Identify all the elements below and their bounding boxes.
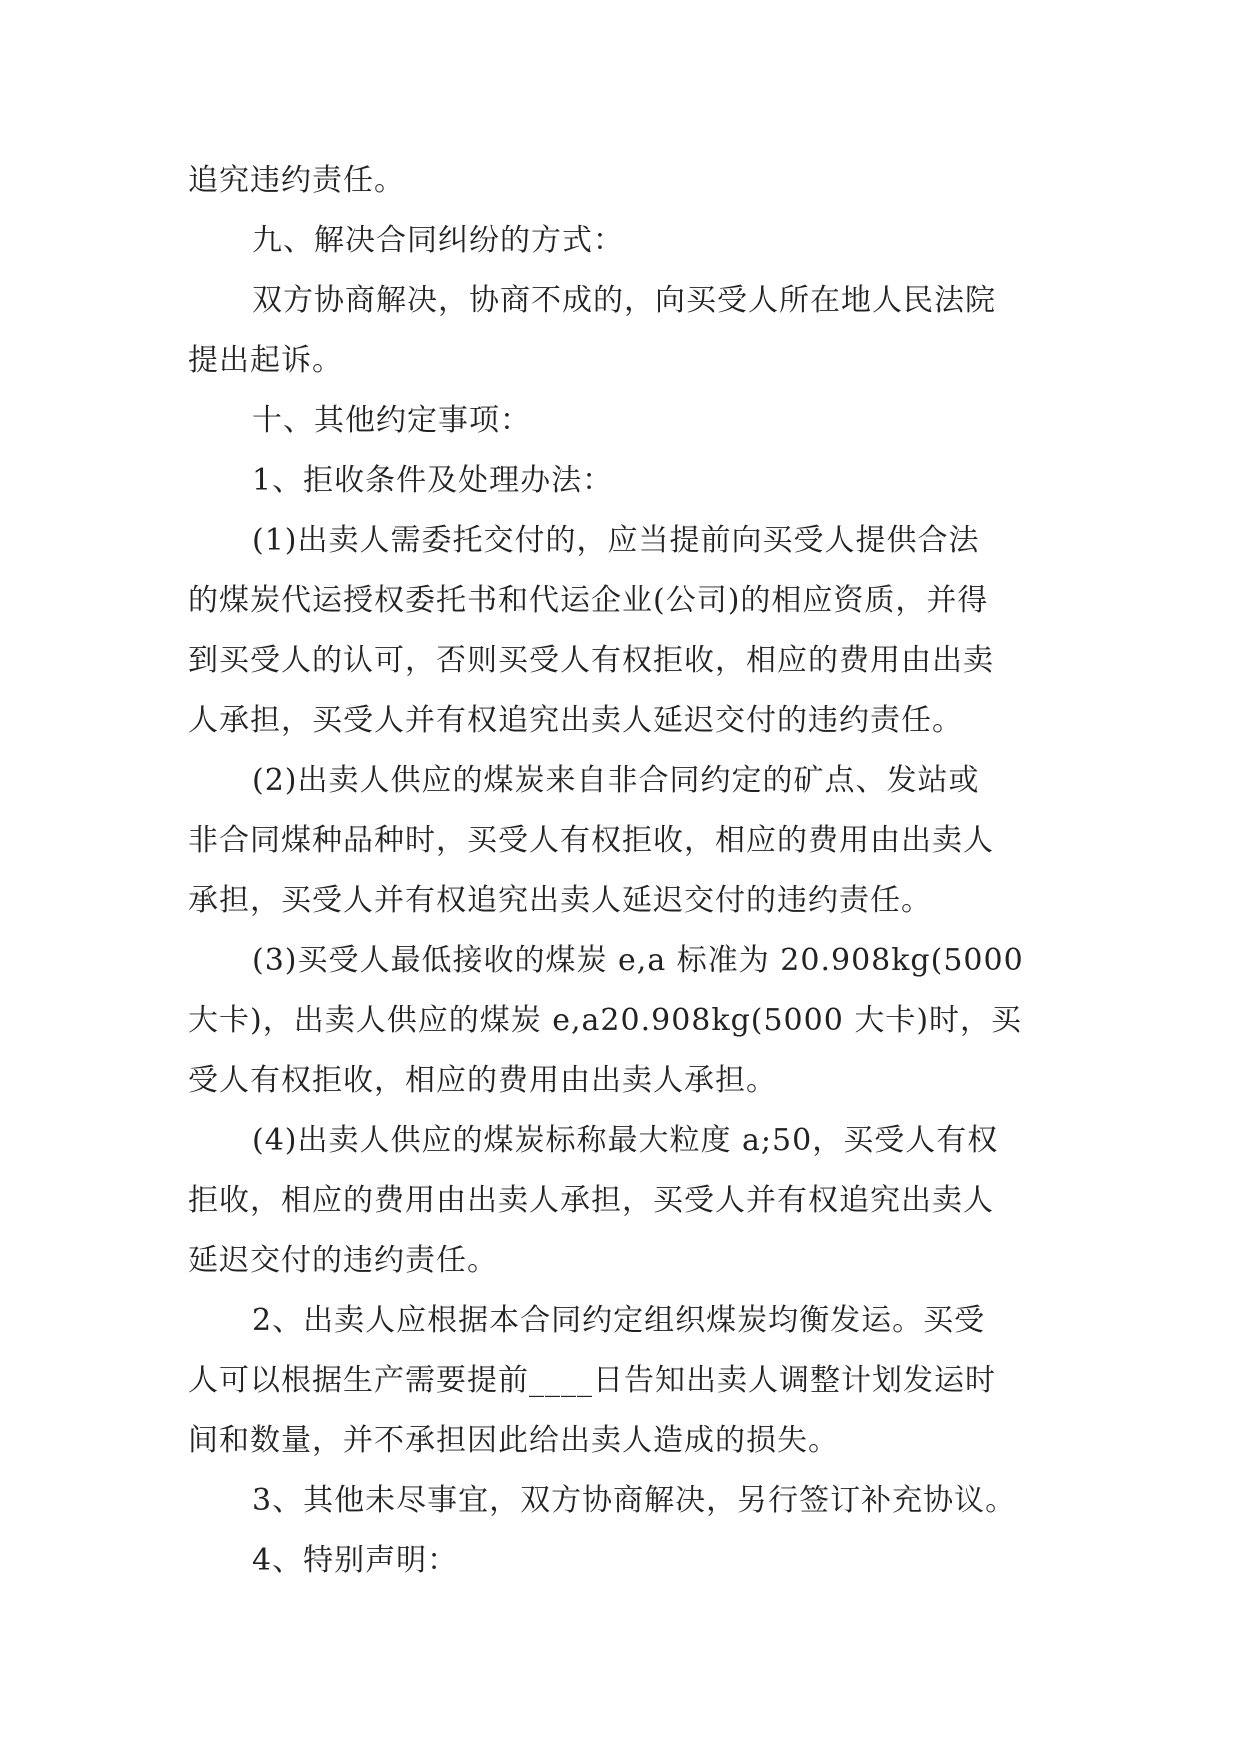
text-line: 九、解决合同纠纷的方式： bbox=[252, 223, 624, 258]
paragraph bbox=[188, 151, 1060, 211]
section-heading-other-terms bbox=[188, 391, 1060, 451]
text-line: 双方协商解决，协商不成的，向买受人所在地人民法院 bbox=[252, 283, 996, 318]
clause-item-4 bbox=[188, 1111, 1060, 1291]
text-line: (3)买受人最低接收的煤炭 e,a 标准为 20.908kg(5000 bbox=[252, 943, 1024, 978]
text-line: (1)出卖人需委托交付的，应当提前向买受人提供合法 bbox=[252, 523, 980, 558]
text-line: 2、出卖人应根据本合同约定组织煤炭均衡发运。买受 bbox=[252, 1303, 986, 1338]
text-line: 十、其他约定事项： bbox=[252, 403, 531, 438]
text-line: 追究违约责任。 bbox=[188, 163, 405, 198]
clause-item-3 bbox=[188, 931, 1060, 1111]
subsection-other-matters bbox=[188, 1471, 1060, 1531]
text-line: 拒收，相应的费用由出卖人承担，买受人并有权追究出卖人 bbox=[188, 1183, 994, 1218]
text-line: 的煤炭代运授权委托书和代运企业(公司)的相应资质，并得 bbox=[188, 583, 989, 618]
paragraph bbox=[188, 271, 1060, 391]
text-line: 大卡)，出卖人供应的煤炭 e,a20.908kg(5000 大卡)时，买 bbox=[188, 1003, 1023, 1038]
text-line: 受人有权拒收，相应的费用由出卖人承担。 bbox=[188, 1063, 777, 1098]
subsection-special-statement bbox=[188, 1531, 1060, 1591]
text-line: 人承担，买受人并有权追究出卖人延迟交付的违约责任。 bbox=[188, 703, 963, 738]
document-body bbox=[188, 151, 1060, 1591]
subsection-heading-rejection bbox=[188, 451, 1060, 511]
text-line: (4)出卖人供应的煤炭标称最大粒度 a;50，买受人有权 bbox=[252, 1123, 999, 1158]
clause-item-1 bbox=[188, 511, 1060, 751]
text-line: 承担，买受人并有权追究出卖人延迟交付的违约责任。 bbox=[188, 883, 932, 918]
text-line: 提出起诉。 bbox=[188, 343, 343, 378]
text-line: 人可以根据生产需要提前____日告知出卖人调整计划发运时 bbox=[188, 1363, 996, 1398]
text-line: (2)出卖人供应的煤炭来自非合同约定的矿点、发站或 bbox=[252, 763, 980, 798]
text-line: 3、其他未尽事宜，双方协商解决，另行签订补充协议。 bbox=[252, 1483, 1017, 1518]
text-line: 4、特别声明： bbox=[252, 1543, 459, 1578]
text-line: 间和数量，并不承担因此给出卖人造成的损失。 bbox=[188, 1423, 839, 1458]
text-line: 非合同煤种品种时，买受人有权拒收，相应的费用由出卖人 bbox=[188, 823, 994, 858]
subsection-shipment bbox=[188, 1291, 1060, 1471]
text-line: 延迟交付的违约责任。 bbox=[188, 1243, 498, 1278]
section-heading-dispute-resolution bbox=[188, 211, 1060, 271]
text-line: 到买受人的认可，否则买受人有权拒收，相应的费用由出卖 bbox=[188, 643, 994, 678]
text-line: 1、拒收条件及处理办法： bbox=[252, 463, 614, 498]
clause-item-2 bbox=[188, 751, 1060, 931]
